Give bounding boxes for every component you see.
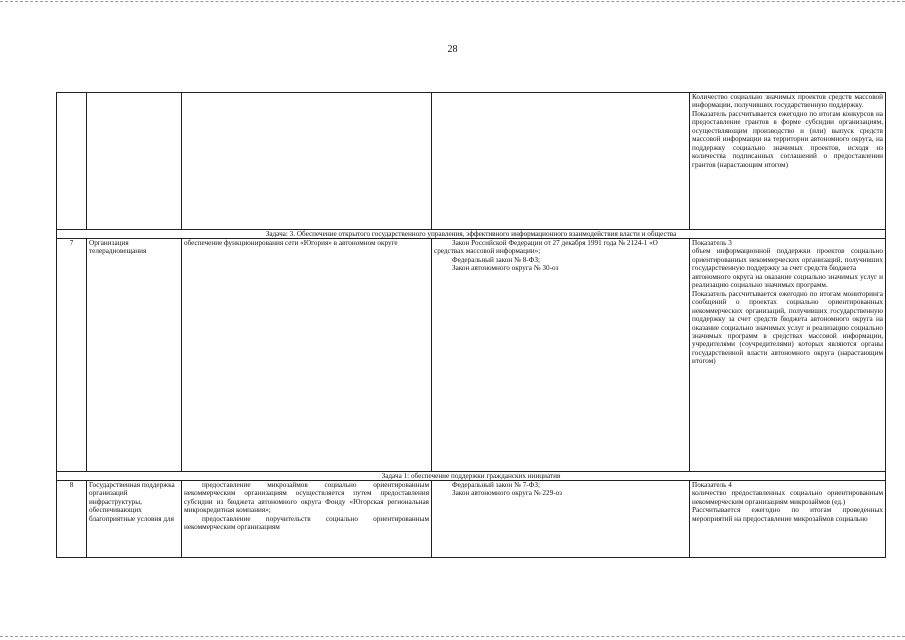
program-measures-table (56, 92, 886, 558)
indicator-text: Показатель рассчитывается ежегодно по итогам мониторинга сообщений о проектах социально ориентированных некоммерческих организаций, получивших государственную поддержку за счет средств бюджета автономного округа на оказание социально значимых услуг и реализацию социально значимых программ в средствах массовой информации, учредителями (соучредителями) которых являются органы государственной власти автономного округа (нарастающим итогом) (692, 289, 883, 366)
row-name (87, 481, 182, 558)
table-row (57, 239, 886, 472)
scan-top-edge (0, 1, 905, 2)
task-heading: Задача 1: обеспечение поддержки гражданских инициатив (57, 472, 886, 481)
indicator-text: автономного округа на оказание социально значимых услуг и реализацию социально значимых программ. (692, 272, 883, 290)
indicator-heading: Показатель 4 (692, 481, 732, 489)
row-name-text: Государственная поддержка организаций инфраструктуры, обеспечивающих благоприятные условия для (89, 481, 175, 523)
row-name: Организация телерадиовещания (87, 239, 182, 472)
cell-num-empty (57, 93, 87, 230)
cell-laws-empty (432, 93, 690, 230)
table-row (57, 481, 886, 558)
scan-bottom-edge (0, 636, 905, 637)
law-text: Закон автономного округа № 229-оз (452, 489, 563, 498)
row-laws (432, 481, 690, 558)
task-row (57, 230, 886, 239)
indicator-text: Рассчитывается ежегодно по итогам проведенных мероприятий на предоставление микрозаймов социально (692, 506, 883, 523)
row-indicator (690, 481, 886, 558)
indicator-text: количество предоставленных социально ориентированным некоммерческим организациям микрозаймов (ед.) (692, 489, 883, 506)
indicator-text: Показатель рассчитывается ежегодно по итогам конкурсов на предоставление грантов в форме субсидии организациям, осуществляющим производство и (или) выпуск средств массовой информации на территории автономного округа, на поддержку социально значимых проектов, исходя из количества подписанных соглашений о предоставлении грантов (нарастающим итогом) (692, 109, 883, 169)
row-measure (182, 481, 432, 558)
law-text: Федеральный закон № 8-ФЗ; (452, 255, 540, 264)
measure-wrapper (184, 481, 429, 532)
row-indicator (690, 239, 886, 472)
indicator-heading: Показатель 3 (692, 239, 732, 247)
law-text: Федеральный закон № 7-ФЗ; (452, 481, 540, 489)
cell-measure-empty (182, 93, 432, 230)
table-row-continuation (57, 93, 886, 230)
indicator-text: объем информационной поддержки проектов социально ориентированных некоммерческих организаций, получивших государственную поддержку за счет средств бюджета (692, 247, 883, 273)
task-row (57, 472, 886, 481)
row-number: 8 (57, 481, 87, 558)
page-number: 28 (447, 44, 458, 55)
indicator-text: Количество социально значимых проектов средств массовой информации, получивших государственную поддержку. (692, 93, 883, 110)
law-text: Закон Российской Федерации от 27 декабря 1991 года № 2124-1 «О средствах массовой информации»; (434, 239, 658, 256)
measure-text: предоставление микрозаймов социально ориентированным некоммерческим организациям осуществляется путем предоставления субсидии из бюджета автономного округа Фонду «Югорская региональная микрокредитная компания»; (184, 481, 429, 515)
measure-text: предоставление поручительств социально ориентированным некоммерческим организациям (184, 514, 429, 532)
row-measure: обеспечение функционирования сети «Югория» в автономном округе (182, 239, 432, 472)
row-number: 7 (57, 239, 87, 472)
law-text: Закон автономного округа № 30-оз (452, 264, 559, 273)
cell-name-empty (87, 93, 182, 230)
task-heading: Задача: 3. Обеспечение открытого государственного управления, эффективного информационного взаимодействия власти и общества (57, 230, 886, 239)
row-laws (432, 239, 690, 472)
indicator-wrapper (692, 481, 883, 523)
cell-indicator-continuation (690, 93, 886, 230)
